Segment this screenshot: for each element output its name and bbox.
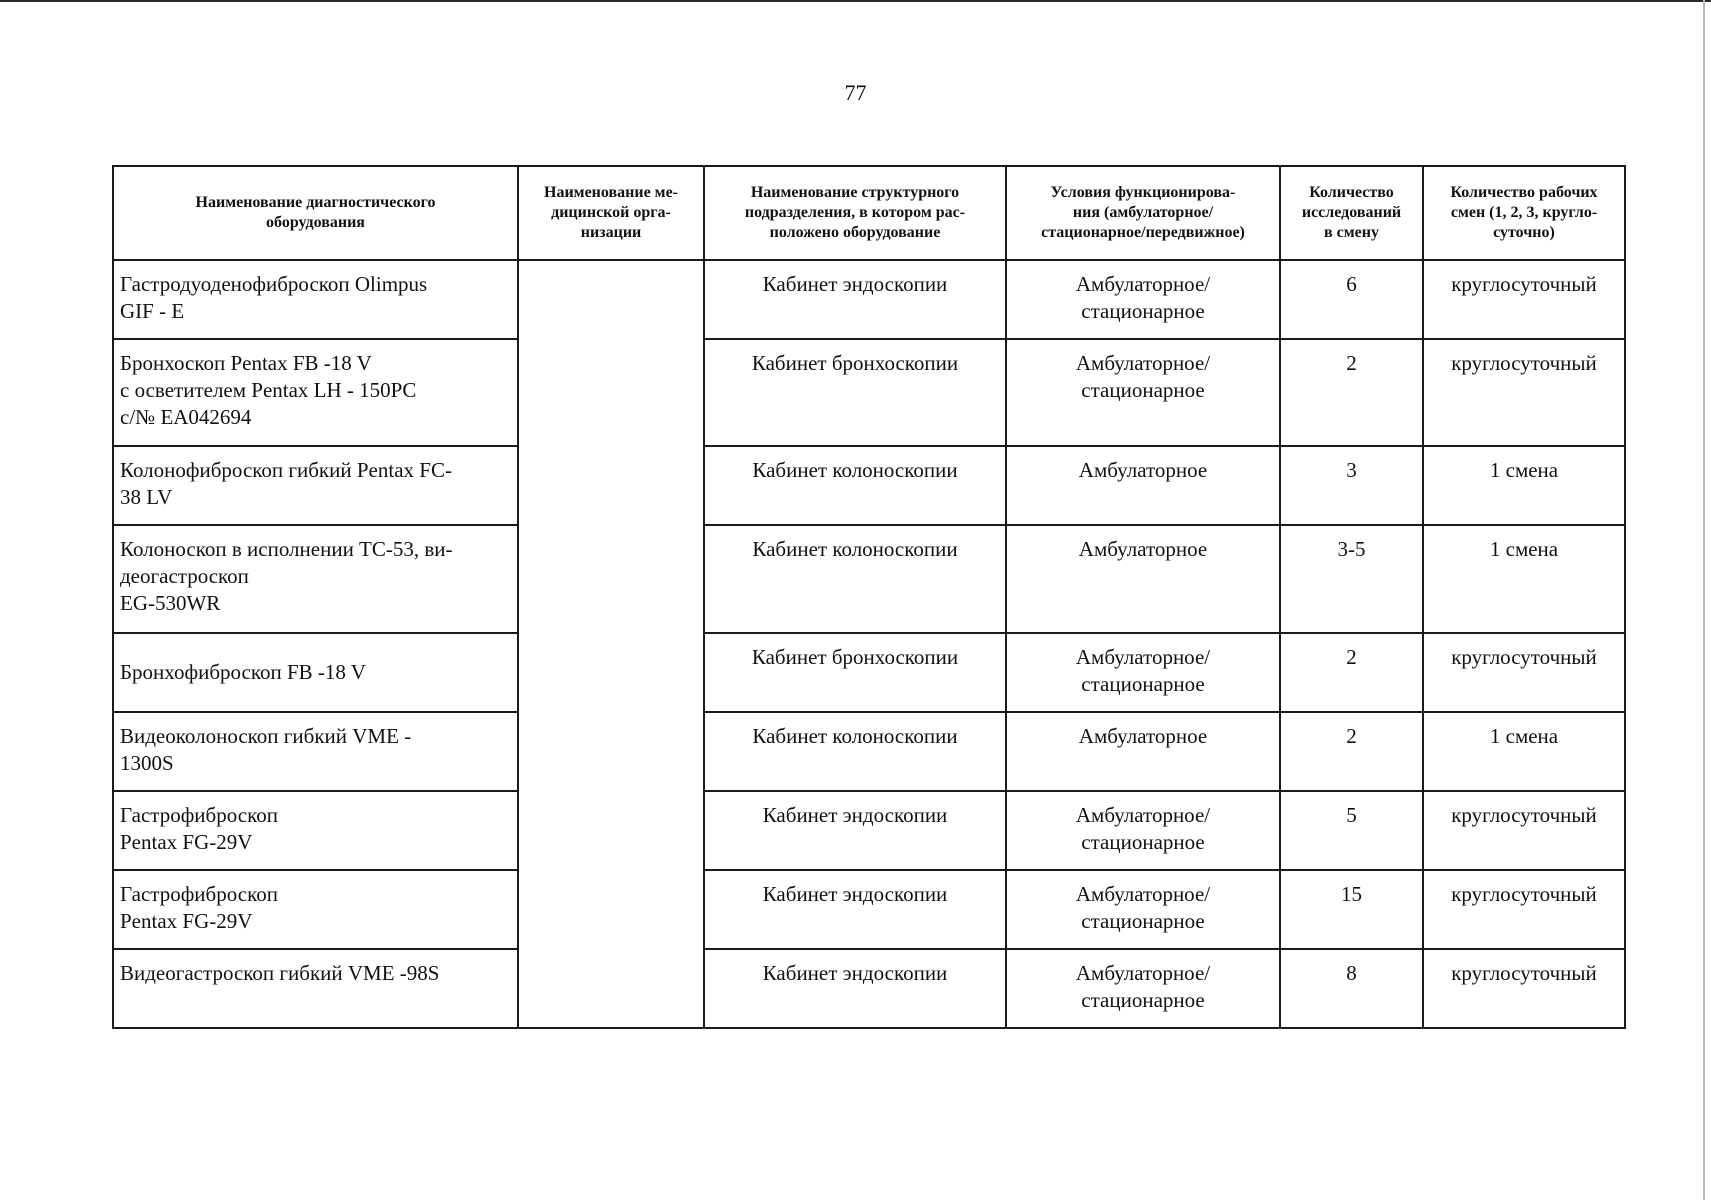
table-header bbox=[113, 166, 1625, 260]
shift-count-cell: круглосуточный bbox=[1423, 870, 1625, 949]
header-department: Наименование структурного подразделения, в котором рас- положено оборудование bbox=[704, 166, 1006, 260]
department-cell: Кабинет колоноскопии bbox=[704, 712, 1006, 791]
department-cell: Кабинет бронхоскопии bbox=[704, 339, 1006, 446]
equipment-name-cell: Видеогастроскоп гибкий VME -98S bbox=[113, 949, 518, 1028]
shift-count-cell: круглосуточный bbox=[1423, 633, 1625, 712]
conditions-cell: Амбулаторное/ стационарное bbox=[1006, 870, 1280, 949]
header-row bbox=[113, 166, 1625, 260]
department-cell: Кабинет бронхоскопии bbox=[704, 633, 1006, 712]
exam-count-cell: 3-5 bbox=[1280, 525, 1423, 633]
equipment-name-cell: Бронхофиброскоп FB -18 V bbox=[113, 633, 518, 712]
exam-count-cell: 2 bbox=[1280, 633, 1423, 712]
department-cell: Кабинет эндоскопии bbox=[704, 260, 1006, 339]
conditions-cell: Амбулаторное/ стационарное bbox=[1006, 791, 1280, 870]
equipment-name-cell: Колоноскоп в исполнении ТС-53, ви- деогастроскоп EG-530WR bbox=[113, 525, 518, 633]
exam-count-cell: 6 bbox=[1280, 260, 1423, 339]
exam-count-cell: 2 bbox=[1280, 712, 1423, 791]
page-right-edge bbox=[1703, 0, 1705, 1200]
department-cell: Кабинет эндоскопии bbox=[704, 791, 1006, 870]
exam-count-cell: 2 bbox=[1280, 339, 1423, 446]
table-row bbox=[113, 633, 1625, 712]
department-cell: Кабинет эндоскопии bbox=[704, 949, 1006, 1028]
table-row bbox=[113, 791, 1625, 870]
equipment-name-cell: Гастрофиброскоп Pentax FG-29V bbox=[113, 791, 518, 870]
equipment-name-cell: Гастродуоденофиброскоп Olimpus GIF - E bbox=[113, 260, 518, 339]
table-body bbox=[113, 260, 1625, 1028]
table-row bbox=[113, 712, 1625, 791]
conditions-cell: Амбулаторное/ стационарное bbox=[1006, 633, 1280, 712]
page-top-edge bbox=[0, 0, 1711, 2]
equipment-name-cell: Бронхоскоп Pentax FB -18 V с осветителем Pentax LH - 150PC с/№ ЕА042694 bbox=[113, 339, 518, 446]
table-row bbox=[113, 525, 1625, 633]
shift-count-cell: круглосуточный bbox=[1423, 949, 1625, 1028]
department-cell: Кабинет колоноскопии bbox=[704, 446, 1006, 525]
equipment-name-cell: Колонофиброскоп гибкий Pentax FC- 38 LV bbox=[113, 446, 518, 525]
department-cell: Кабинет колоноскопии bbox=[704, 525, 1006, 633]
table-row bbox=[113, 339, 1625, 446]
page-number: 77 bbox=[844, 80, 867, 105]
equipment-name-cell: Видеоколоноскоп гибкий VME - 1300S bbox=[113, 712, 518, 791]
shift-count-cell: круглосуточный bbox=[1423, 339, 1625, 446]
conditions-cell: Амбулаторное bbox=[1006, 446, 1280, 525]
exam-count-cell: 15 bbox=[1280, 870, 1423, 949]
equipment-name-cell: Гастрофиброскоп Pentax FG-29V bbox=[113, 870, 518, 949]
equipment-table bbox=[112, 165, 1626, 1029]
shift-count-cell: 1 смена bbox=[1423, 712, 1625, 791]
table-row bbox=[113, 949, 1625, 1028]
header-exam-count: Количество исследований в смену bbox=[1280, 166, 1423, 260]
conditions-cell: Амбулаторное/ стационарное bbox=[1006, 260, 1280, 339]
conditions-cell: Амбулаторное/ стационарное bbox=[1006, 339, 1280, 446]
table-row bbox=[113, 260, 1625, 339]
table-row bbox=[113, 870, 1625, 949]
department-cell: Кабинет эндоскопии bbox=[704, 870, 1006, 949]
organization-cell bbox=[518, 260, 704, 1028]
header-conditions: Условия функционирова- ния (амбулаторное/ стационарное/передвижное) bbox=[1006, 166, 1280, 260]
header-equipment-name: Наименование диагностического оборудования bbox=[113, 166, 518, 260]
exam-count-cell: 3 bbox=[1280, 446, 1423, 525]
conditions-cell: Амбулаторное bbox=[1006, 712, 1280, 791]
conditions-cell: Амбулаторное/ стационарное bbox=[1006, 949, 1280, 1028]
table-row bbox=[113, 446, 1625, 525]
exam-count-cell: 5 bbox=[1280, 791, 1423, 870]
conditions-cell: Амбулаторное bbox=[1006, 525, 1280, 633]
shift-count-cell: круглосуточный bbox=[1423, 791, 1625, 870]
shift-count-cell: 1 смена bbox=[1423, 525, 1625, 633]
shift-count-cell: круглосуточный bbox=[1423, 260, 1625, 339]
header-organization: Наименование ме- дицинской орга- низации bbox=[518, 166, 704, 260]
shift-count-cell: 1 смена bbox=[1423, 446, 1625, 525]
exam-count-cell: 8 bbox=[1280, 949, 1423, 1028]
header-shift-count: Количество рабочих смен (1, 2, 3, кругло- суточно) bbox=[1423, 166, 1625, 260]
